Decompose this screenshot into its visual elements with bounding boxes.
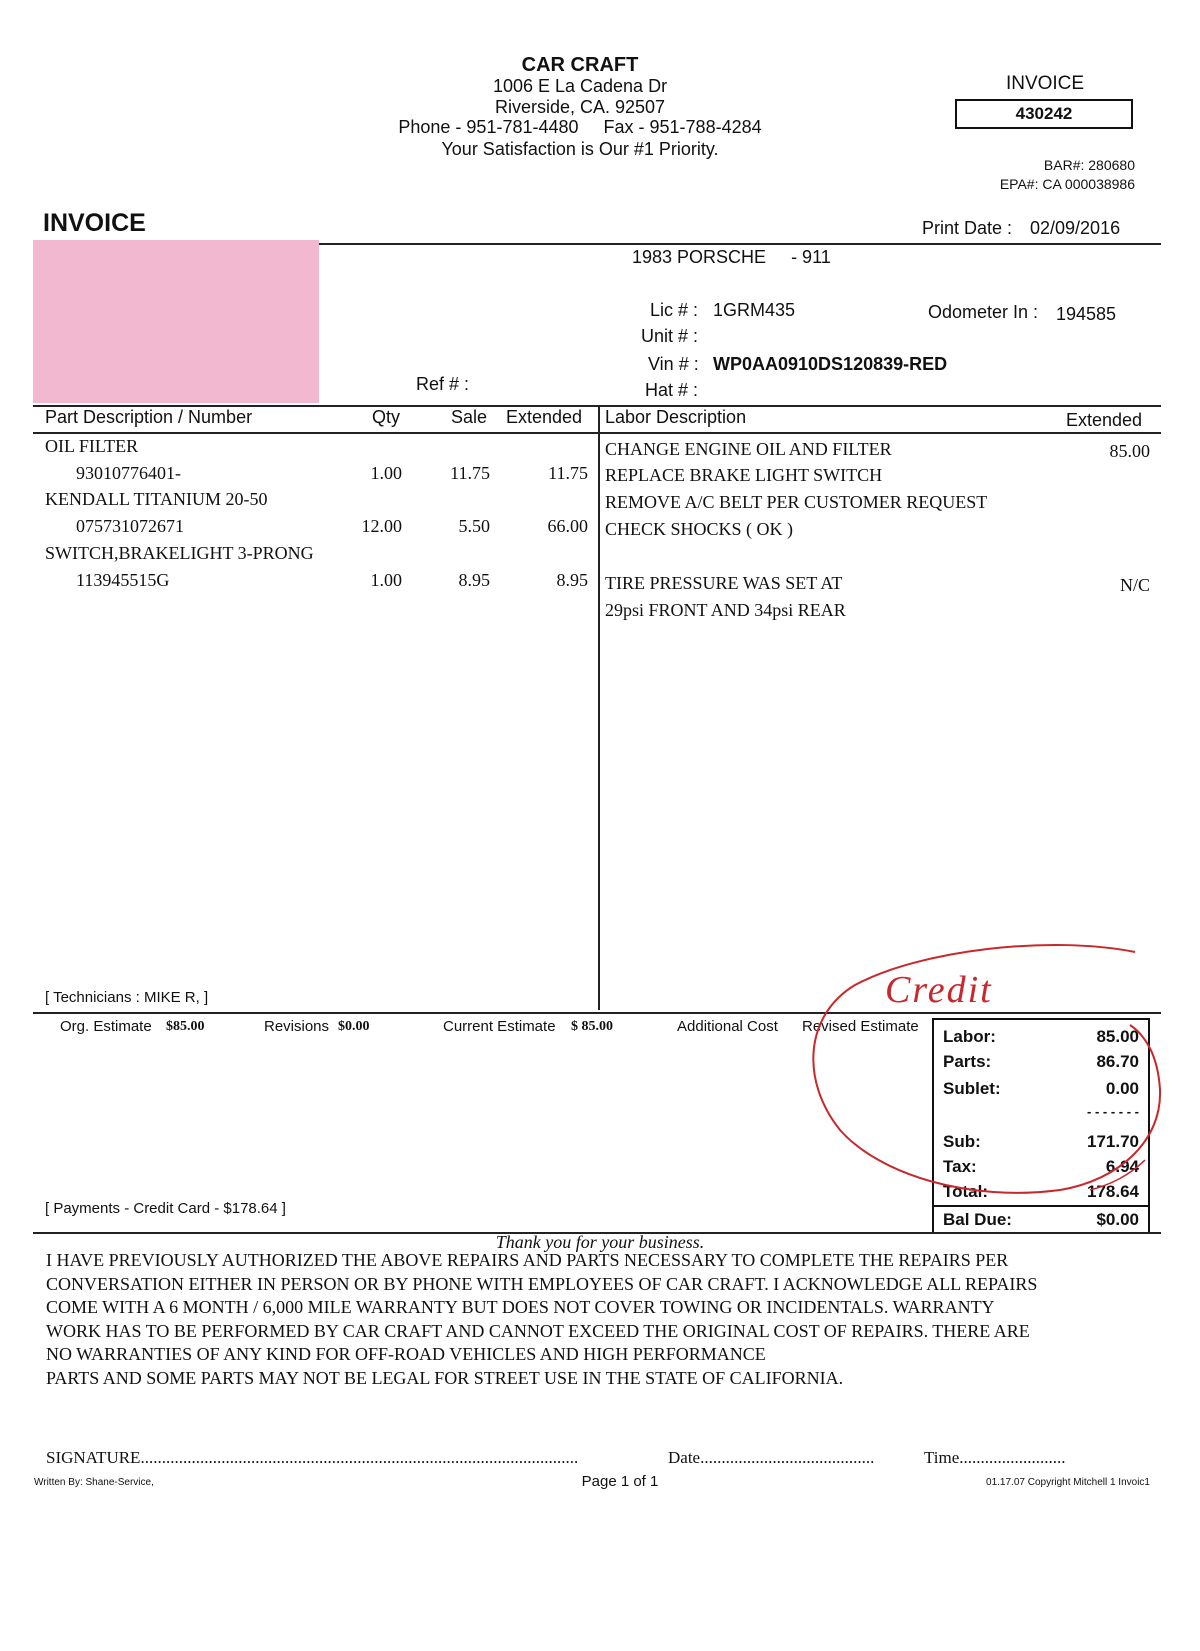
- part-number: 113945515G: [76, 570, 170, 590]
- odometer-label: Odometer In :: [928, 302, 1039, 322]
- invoice-number-box: 430242: [955, 99, 1133, 129]
- print-date-label: Print Date :: [922, 218, 1013, 238]
- grand-total-value: 178.64: [1087, 1182, 1139, 1201]
- vin-number: WP0AA0910DS120839-RED: [713, 354, 948, 374]
- signature-line: SIGNATURE.......................................................................................................: [46, 1448, 579, 1467]
- print-date: 02/09/2016: [1030, 218, 1121, 238]
- parts-header-qty: Qty: [372, 407, 401, 427]
- labor-line: 29psi FRONT AND 34psi REAR: [605, 600, 846, 620]
- labor-total-label: Labor:: [943, 1027, 996, 1046]
- labor-amount: N/C: [1119, 575, 1150, 595]
- part-description: OIL FILTER: [45, 436, 139, 456]
- license-label: Lic # :: [650, 300, 699, 320]
- revisions-label: Revisions: [264, 1018, 330, 1035]
- redacted-customer-block: [33, 240, 319, 403]
- payments-line: [ Payments - Credit Card - $178.64 ]: [45, 1200, 286, 1217]
- unit-label: Unit # :: [641, 326, 699, 346]
- ref-label: Ref # :: [416, 374, 470, 394]
- technicians: [ Technicians : MIKE R, ]: [45, 989, 209, 1006]
- parts-header-sale: Sale: [451, 407, 488, 427]
- shop-slogan: Your Satisfaction is Our #1 Priority.: [441, 139, 719, 159]
- date-line: Date.........................................: [668, 1448, 875, 1467]
- balance-due-value: $0.00: [1096, 1210, 1139, 1229]
- revised-estimate-label: Revised Estimate: [802, 1018, 919, 1035]
- additional-cost-label: Additional Cost: [677, 1018, 778, 1035]
- tax-label: Tax:: [943, 1157, 977, 1176]
- license-number: 1GRM435: [713, 300, 796, 320]
- odometer-value: 194585: [1056, 304, 1117, 324]
- terms-paragraph: [46, 1249, 1156, 1391]
- labor-line: REPLACE BRAKE LIGHT SWITCH: [605, 465, 883, 485]
- terms-line: WORK HAS TO BE PERFORMED BY CAR CRAFT AND CANNOT EXCEED THE ORIGINAL COST OF REPAIRS. THERE ARE: [46, 1320, 1030, 1341]
- part-extended: 8.95: [556, 570, 588, 590]
- part-description: KENDALL TITANIUM 20-50: [45, 489, 268, 509]
- terms-line: NO WARRANTIES OF ANY KIND FOR OFF-ROAD VEHICLES AND HIGH PERFORMANCE: [46, 1344, 766, 1365]
- labor-header-description: Labor Description: [605, 407, 747, 427]
- sublet-total-value: 0.00: [1105, 1079, 1139, 1098]
- balance-due-label: Bal Due:: [943, 1210, 1012, 1229]
- part-sale: 5.50: [458, 516, 490, 536]
- org-estimate-label: Org. Estimate: [60, 1018, 152, 1035]
- part-extended: 11.75: [548, 463, 588, 483]
- totals-divider: - - - - - - -: [1087, 1104, 1139, 1119]
- labor-header-extended: Extended: [1066, 410, 1143, 430]
- terms-line: I HAVE PREVIOUSLY AUTHORIZED THE ABOVE REPAIRS AND PARTS NECESSARY TO COMPLETE THE REPAIRS PER: [46, 1250, 1009, 1270]
- sublet-total-label: Sublet:: [943, 1079, 1001, 1098]
- terms-line: CONVERSATION EITHER IN PERSON OR BY PHONE WITH EMPLOYEES OF CAR CRAFT. I ACKNOWLEDGE ALL REPAIRS: [46, 1273, 1038, 1294]
- parts-total-value: 86.70: [1096, 1052, 1139, 1071]
- copyright: 01.17.07 Copyright Mitchell 1 Invoic1: [986, 1477, 1150, 1488]
- part-number: 93010776401-: [76, 463, 181, 483]
- tax-value: 6.94: [1105, 1157, 1139, 1176]
- labor-total-value: 85.00: [1096, 1027, 1139, 1046]
- part-qty: 1.00: [370, 463, 402, 483]
- parts-header-description: Part Description / Number: [45, 407, 253, 427]
- thank-you-message: Thank you for your business.: [495, 1232, 705, 1252]
- vin-label: Vin # :: [648, 354, 699, 374]
- labor-line: CHECK SHOCKS ( OK ): [605, 519, 794, 539]
- written-by: Written By: Shane-Service,: [34, 1477, 154, 1488]
- shop-address-line1: 1006 E La Cadena Dr: [492, 76, 668, 96]
- labor-line: TIRE PRESSURE WAS SET AT: [605, 573, 843, 593]
- handwritten-credit-note: Credit: [885, 969, 993, 1011]
- labor-amount: 85.00: [1109, 441, 1150, 461]
- part-description: SWITCH,BRAKELIGHT 3-PRONG: [45, 543, 314, 563]
- hat-label: Hat # :: [645, 380, 699, 400]
- parts-labor-divider: [598, 405, 600, 1010]
- part-number: 075731072671: [76, 516, 184, 536]
- part-extended: 66.00: [547, 516, 588, 536]
- vehicle-name: 1983 PORSCHE - 911: [632, 247, 831, 267]
- table-header-border: [33, 432, 1161, 434]
- labor-line: CHANGE ENGINE OIL AND FILTER: [605, 439, 892, 459]
- sub-total-label: Sub:: [943, 1132, 981, 1151]
- shop-name: CAR CRAFT: [521, 54, 639, 76]
- grand-total-label: Total:: [943, 1182, 989, 1201]
- time-line: Time.........................: [924, 1448, 1066, 1467]
- page-number: Page 1 of 1: [581, 1473, 659, 1490]
- sub-total-value: 171.70: [1087, 1132, 1139, 1151]
- revisions-value: $0.00: [338, 1019, 370, 1034]
- invoice-title: INVOICE: [43, 209, 146, 237]
- part-qty: 12.00: [361, 516, 402, 536]
- org-estimate-value: $85.00: [166, 1019, 205, 1034]
- terms-line: COME WITH A 6 MONTH / 6,000 MILE WARRANTY BUT DOES NOT COVER TOWING OR INCIDENTALS. WARRANTY: [46, 1297, 995, 1318]
- invoice-label: INVOICE: [1005, 73, 1085, 94]
- terms-line: PARTS AND SOME PARTS MAY NOT BE LEGAL FOR STREET USE IN THE STATE OF CALIFORNIA.: [46, 1367, 844, 1388]
- labor-line: REMOVE A/C BELT PER CUSTOMER REQUEST: [605, 492, 988, 512]
- current-estimate-value: $ 85.00: [571, 1019, 613, 1034]
- current-estimate-label: Current Estimate: [443, 1018, 556, 1035]
- part-qty: 1.00: [370, 570, 402, 590]
- part-sale: 11.75: [450, 463, 490, 483]
- epa-number: EPA#: CA 000038986: [999, 176, 1135, 192]
- parts-header-extended: Extended: [506, 407, 583, 427]
- shop-phone-fax: Phone - 951-781-4480 Fax - 951-788-4284: [398, 117, 762, 137]
- part-sale: 8.95: [458, 570, 490, 590]
- parts-total-label: Parts:: [943, 1052, 992, 1071]
- shop-address-line2: Riverside, CA. 92507: [494, 97, 666, 117]
- bar-number: BAR#: 280680: [1043, 157, 1135, 173]
